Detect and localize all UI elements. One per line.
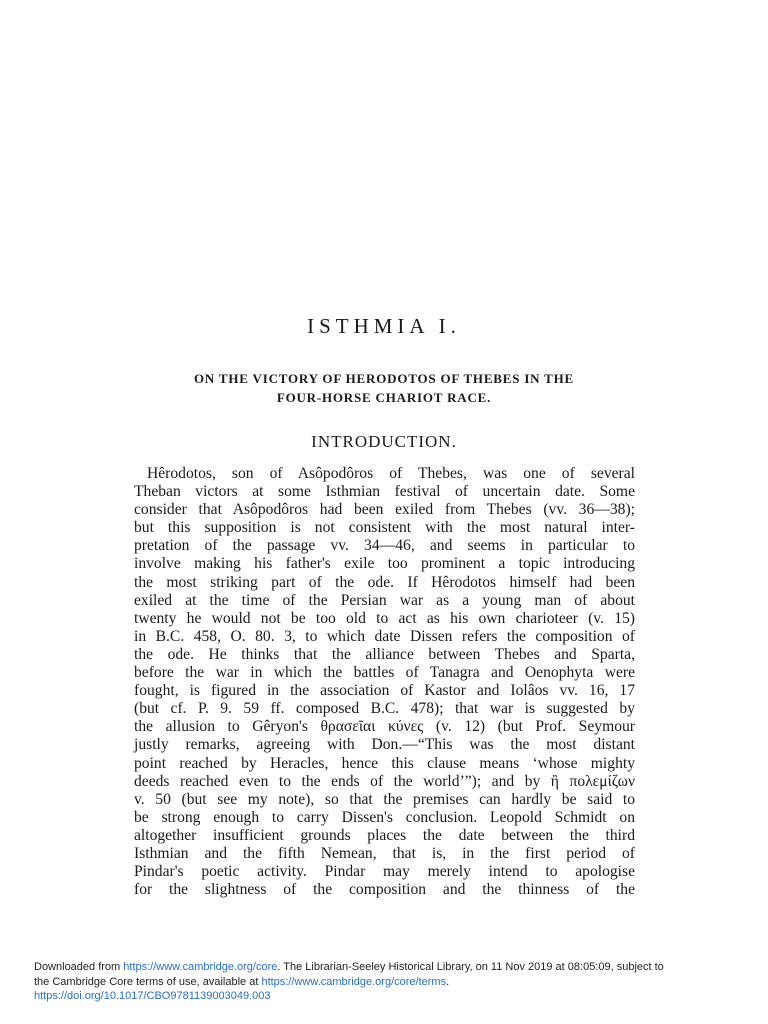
cambridge-core-link[interactable]: https://www.cambridge.org/core xyxy=(123,961,278,973)
footer-middle: . The Librarian-Seeley Historical Library, on 11 Nov 2019 at 08:05:09, subject to xyxy=(277,961,664,973)
footer-line-2 xyxy=(34,975,754,990)
footer-line-3 xyxy=(34,989,754,1004)
body-line: altogether insufficient grounds places the date between the third xyxy=(134,826,635,844)
body-line: fought, is figured in the association of Kastor and Iolâos vv. 16, 17 xyxy=(134,682,635,700)
body-line: in B.C. 458, O. 80. 3, to which date Dissen refers the composition of xyxy=(134,627,635,645)
subtitle-line-1: ON THE VICTORY OF HERODOTOS OF THEBES IN THE xyxy=(193,371,575,386)
body-line: Isthmian and the fifth Nemean, that is, in the first period of xyxy=(134,844,635,862)
terms-link[interactable]: https://www.cambridge.org/core/terms xyxy=(261,975,447,988)
download-footer xyxy=(34,960,754,1004)
body-line: the ode. He thinks that the alliance between Thebes and Sparta, xyxy=(134,645,635,663)
footer-prefix: Downloaded from xyxy=(34,961,124,973)
chapter-title: ISTHMIA I. xyxy=(307,314,461,338)
chapter-subtitle xyxy=(134,369,634,407)
body-line: exiled at the time of the Persian war as a young man of about xyxy=(134,591,635,609)
body-line: v. 50 (but see my note), so that the premises can hardly be said to xyxy=(134,790,635,808)
body-line: the most striking part of the ode. If Hêrodotos himself had been xyxy=(134,573,635,591)
body-line: point reached by Heracles, hence this clause means ‘whose mighty xyxy=(134,754,635,772)
body-line: involve making his father's exile too prominent a topic introducing xyxy=(134,555,635,573)
body-line: the allusion to Gêryon's θρασεῖαι κύνες (v. 12) (but Prof. Seymour xyxy=(134,718,635,736)
footer-line2-suffix: . xyxy=(446,975,450,988)
body-line: before the war in which the battles of Tanagra and Oenophyta were xyxy=(134,664,635,682)
body-line: Pindar's poetic activity. Pindar may merely intend to apologise xyxy=(134,863,635,881)
doi-link[interactable]: https://doi.org/10.1017/CBO9781139003049.003 xyxy=(34,990,271,1002)
body-line: for the slightness of the composition and the thinness of the xyxy=(134,881,635,899)
footer-line2-prefix: the Cambridge Core terms of use, available at xyxy=(34,975,262,988)
body-line: consider that Asôpodôros had been exiled from Thebes (vv. 36—38); xyxy=(134,501,635,519)
body-line: be strong enough to carry Dissen's conclusion. Leopold Schmidt on xyxy=(134,808,635,826)
body-line: deeds reached even to the ends of the world’”); and by ἢ πολεμίζων xyxy=(134,772,635,790)
footer-line-1 xyxy=(34,960,754,975)
body-line: pretation of the passage vv. 34—46, and seems in particular to xyxy=(134,537,635,555)
body-line: Theban victors at some Isthmian festival of uncertain date. Some xyxy=(134,483,635,501)
body-line: Hêrodotos, son of Asôpodôros of Thebes, was one of several xyxy=(147,465,635,482)
body-text xyxy=(134,465,635,899)
subtitle-line-2: FOUR-HORSE CHARIOT RACE. xyxy=(276,390,492,405)
body-line: twenty he would not be too old to act as his own charioteer (v. 15) xyxy=(134,609,635,627)
body-line: (but cf. P. 9. 59 ff. composed B.C. 478); that war is suggested by xyxy=(134,700,635,718)
body-line: justly remarks, agreeing with Don.—“This was the most distant xyxy=(134,736,635,754)
section-heading: INTRODUCTION. xyxy=(311,432,457,451)
body-line: but this supposition is not consistent with the most natural inter- xyxy=(134,519,635,537)
